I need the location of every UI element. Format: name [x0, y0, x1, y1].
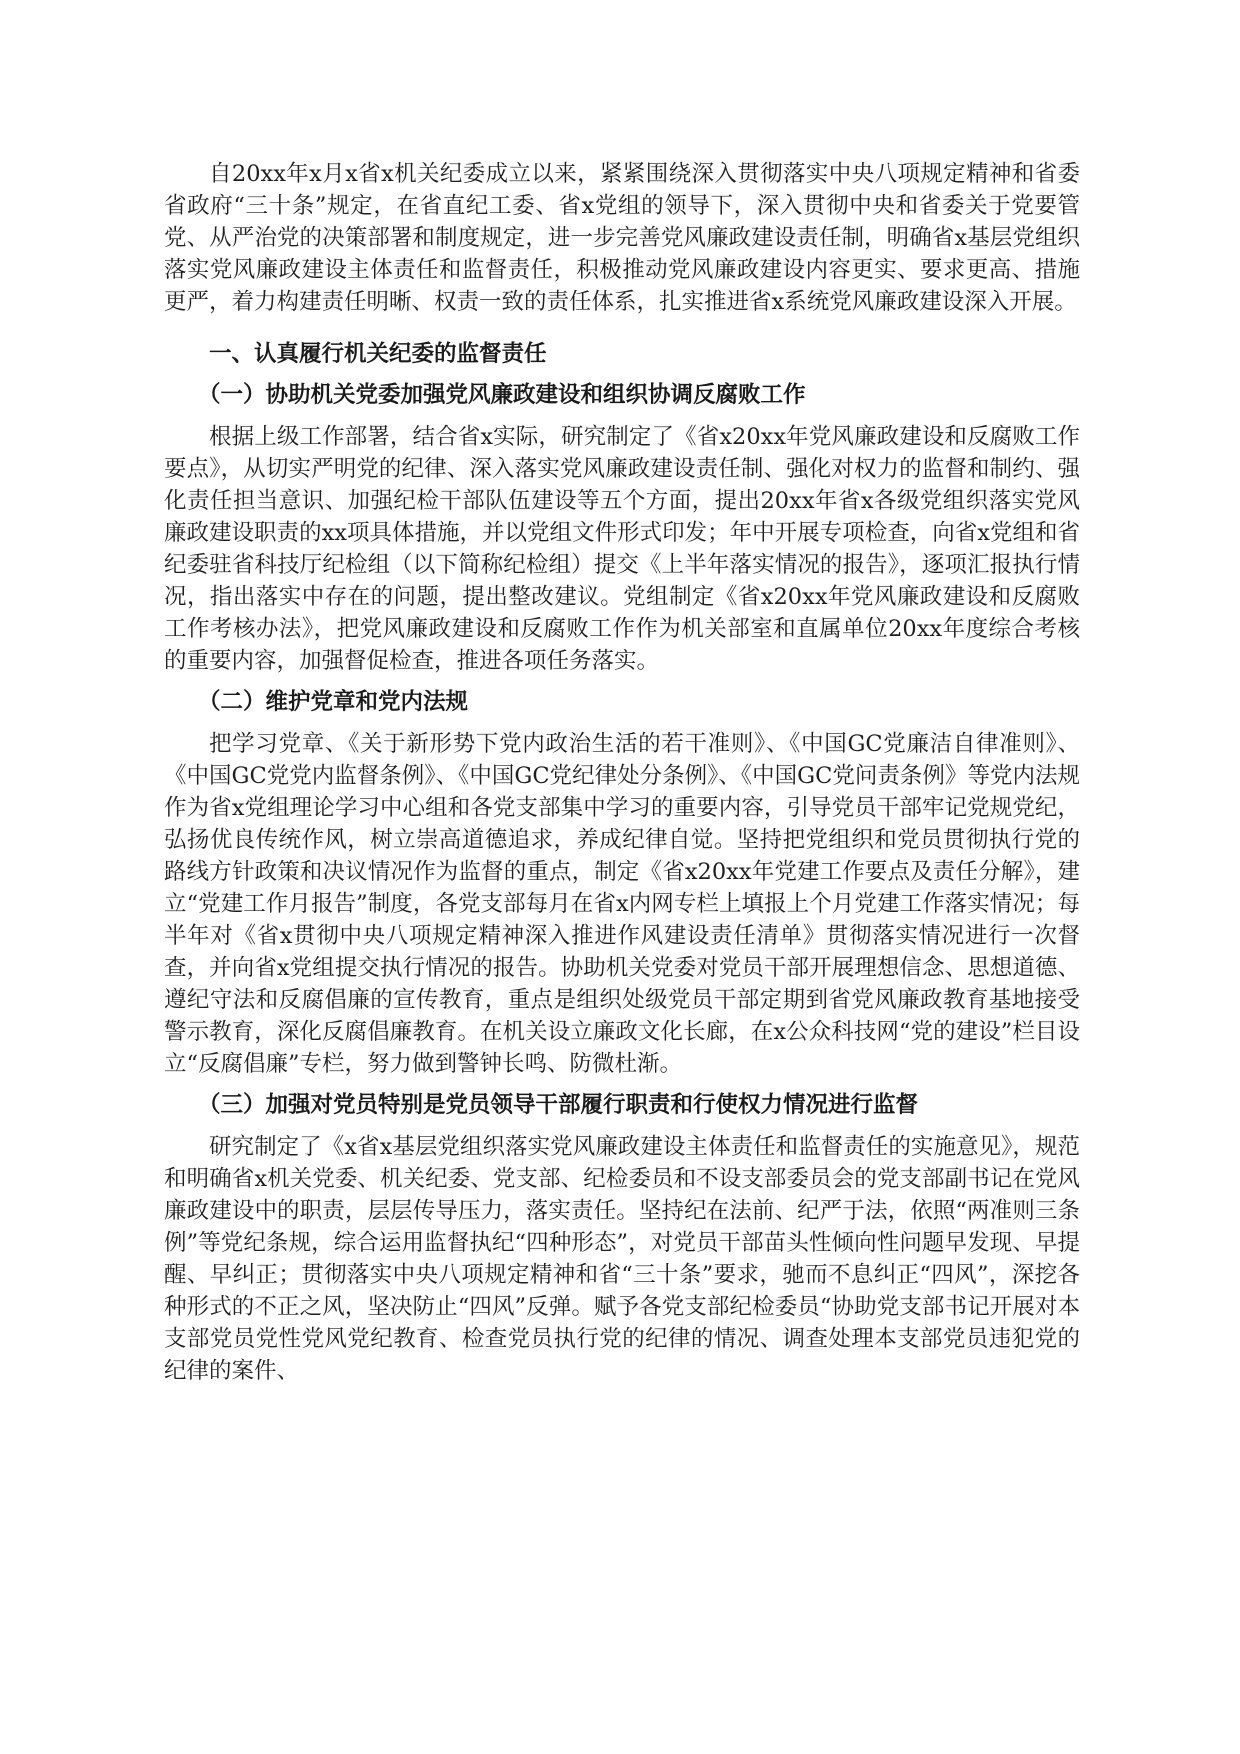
- section-3-paragraph: 研究制定了《x省x基层党组织落实党风廉政建设主体责任和监督责任的实施意见》，规范和明确省x机关党委、机关纪委、党支部、纪检委员和不设支部委员会的党支部副书记在党风廉政建设中的职责，层层传导压力，落实责任。坚持纪在法前、纪严于法，依照“两准则三条例”等党纪条规，综合运用监督执纪“四种形态”，对党员干部苗头性倾向性问题早发现、早提醒、早纠正；贯彻落实中央八项规定精神和省“三十条”要求，驰而不息纠正“四风”，深挖各种形式的不正之风，坚决防止“四风”反弹。赋予各党支部纪检委员“协助党支部书记开展对本支部党员党性党风党纪教育、检查党员执行党的纪律的情况、调查处理本支部党员违犯党的纪律的案件、: [164, 1134, 1080, 1384]
- section-1-paragraph: 根据上级工作部署，结合省x实际，研究制定了《省x20xx年党风廉政建设和反腐败工作要点》，从切实严明党的纪律、深入落实党风廉政建设责任制、强化对权力的监督和制约、强化责任担当意识、加强纪检干部队伍建设等五个方面，提出20xx年省x各级党组织落实党风廉政建设职责的xx项具体措施，并以党组文件形式印发；年中开展专项检查，向省x党组和省纪委驻省科技厅纪检组（以下简称纪检组）提交《上半年落实情况的报告》，逐项汇报执行情况，指出落实中存在的问题，提出整改建议。党组制定《省x20xx年党风廉政建设和反腐败工作考核办法》，把党风廉政建设和反腐败工作作为机关部室和直属单位20xx年度综合考核的重要内容，加强督促检查，推进各项任务落实。: [164, 424, 1080, 674]
- intro-paragraph: 自20xx年x月x省x机关纪委成立以来，紧紧围绕深入贯彻落实中央八项规定精神和省委省政府“三十条”规定，在省直纪工委、省x党组的领导下，深入贯彻中央和省委关于党要管党、从严治党的决策部署和制度规定，进一步完善党风廉政建设责任制，明确省x基层党组织落实党风廉政建设主体责任和监督责任，积极推动党风廉政建设内容更实、要求更高、措施更严，着力构建责任明晰、权责一致的责任体系，扎实推进省x系统党风廉政建设深入开展。: [164, 161, 1080, 315]
- section-2-title: （二）维护党章和党内法规: [198, 689, 469, 715]
- section-2-paragraph: 把学习党章、《关于新形势下党内政治生活的若干准则》、《中国GC党廉洁自律准则》、《中国GC党党内监督条例》、《中国GC党纪律处分条例》、《中国GC党问责条例》等党内法规作为省x党组理论学习中心组和各党支部集中学习的重要内容，引导党员干部牢记党规党纪，弘扬优良传统作风，树立崇高道德追求，养成纪律自觉。坚持把党组织和党员贯彻执行党的路线方针政策和决议情况作为监督的重点，制定《省x20xx年党建工作要点及责任分解》，建立“党建工作月报告”制度，各党支部每月在省x内网专栏上填报上个月党建工作落实情况；每半年对《省x贯彻中央八项规定精神深入推进作风建设责任清单》贯彻落实情况进行一次督查，并向省x党组提交执行情况的报告。协助机关党委对党员干部开展理想信念、思想道德、遵纪守法和反腐倡廉的宣传教育，重点是组织处级党员干部定期到省党风廉政教育基地接受警示教育，深化反腐倡廉教育。在机关设立廉政文化长廊，在x公众科技网“党的建设”栏目设立“反腐倡廉”专栏，努力做到警钟长鸣、防微杜渐。: [164, 731, 1080, 1077]
- section-3-title: （三）加强对党员特别是党员领导干部履行职责和行使权力情况进行监督: [198, 1092, 919, 1118]
- heading-level-1: 一、认真履行机关纪委的监督责任: [209, 341, 547, 367]
- section-1-title: （一）协助机关党委加强党风廉政建设和组织协调反腐败工作: [198, 382, 806, 408]
- document-body: [164, 158, 1080, 1387]
